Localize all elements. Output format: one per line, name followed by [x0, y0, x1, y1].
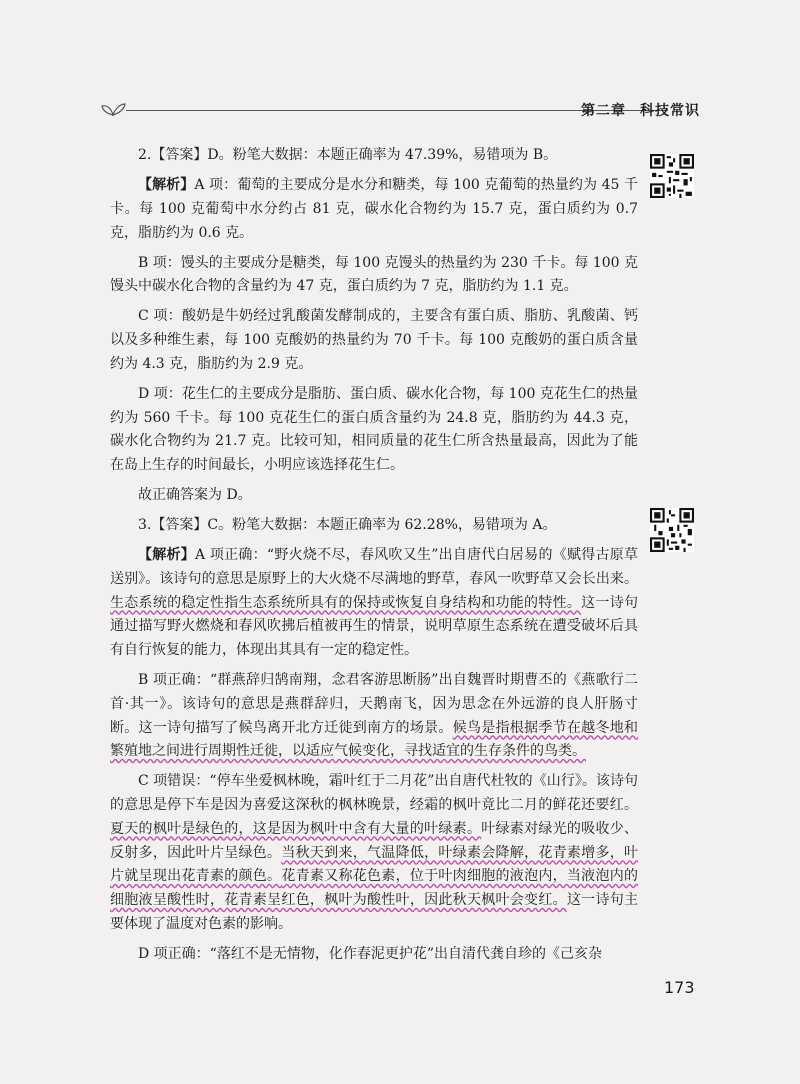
q3-c-text: C 项错误：“停车坐爱枫林晚，霜叶红于二月花”出自唐代杜牧的《山行》。该诗句的意思是停下车是因为喜爱这深秋的枫林晚景，经霜的枫叶竟比二月的鲜花还要红。	[110, 773, 638, 814]
q3-analysis-a	[110, 544, 638, 663]
leaf-logo-icon	[100, 100, 126, 118]
page-content	[110, 144, 638, 966]
q3-c-highlight-2: 当秋天到来，气温降低，叶绿素会降解，花青素增多，叶片就呈现出花青素的颜色。	[110, 844, 639, 885]
q2-option-d: D 项：花生仁的主要成分是脂肪、蛋白质、碳水化合物，每 100 克花生仁的热量约为 560 千卡。每 100 克花生仁的蛋白质含量约为 24.8 克，脂肪约为 44.3 克，碳水化合物约为 21.7 克。比较可知，相同质量的花生仁所含热量最高，因此为了能在岛上生存的时间最长，小明应该选择花生仁。	[110, 385, 638, 473]
q2-answer-text: D。粉笔大数据：本题正确率为 47.39%，易错项为 B。	[207, 147, 558, 163]
chapter-title	[567, 100, 700, 120]
q3-option-b	[110, 669, 638, 764]
q2-analysis-a	[110, 174, 638, 245]
q2-option-c: C 项：酸奶是牛奶经过乳酸菌发酵制成的，主要含有蛋白质、脂肪、乳酸菌、钙以及多种维生素，每 100 克酸奶的热量约为 70 千卡。每 100 克酸奶的蛋白质含量约为 4.3 克，脂肪约为 2.9 克。	[110, 308, 638, 372]
q3-answer	[110, 514, 638, 538]
chapter-number: 第二章	[581, 103, 626, 119]
q2-answer	[110, 144, 638, 168]
q2-conclusion: 故正确答案为 D。	[138, 487, 252, 504]
q2-answer-label: 2.【答案】	[138, 147, 208, 163]
q2-analysis-text: A 项：葡萄的主要成分是水分和糖类，每 100 克葡萄的热量约为 45 千卡。每 100 克葡萄中水分约占 81 克，碳水化合物约为 15.7 克，蛋白质约为 0.7 克，脂肪约为 0.6 克。	[110, 177, 639, 241]
q3-option-c	[110, 770, 638, 936]
q3-answer-text: C。粉笔大数据：本题正确率为 62.28%，易错项为 A。	[207, 517, 557, 534]
q3-b-text: B 项正确：“群燕辞归鹄南翔，念君客游思断肠”出自魏晋时期曹丕的《燕歌行二首·其一》。该诗句的意思是燕群辞归，天鹅南飞，因为思念在外远游的良人肝肠寸断。这一诗句描写了候鸟离开北方迁徙到南方的场景。	[110, 672, 638, 736]
q2-analysis-label: 【解析】	[138, 177, 195, 194]
running-header	[100, 100, 700, 122]
q3-c-highlight-1: 夏天的枫叶是绿色的，这是因为枫叶中含有大量的叶绿素。	[110, 820, 482, 837]
q3-a-highlight: 生态系统的稳定性指生态系统所具有的保持或恢复自身结构和功能的特性。	[110, 594, 582, 611]
q3-c-highlight-3: 花青素又称花色素，位于叶肉细胞的液泡内，当液泡内的细胞液呈酸性时，花青素呈红色，枫叶为酸性叶，因此秋天枫叶会变红。	[110, 868, 639, 908]
q3-c-text-mid: 叶绿素对绿光的吸收少、反射多，因此叶片呈绿色。	[110, 820, 639, 861]
qr-code-icon	[650, 154, 694, 198]
q3-answer-label: 3.【答案】	[138, 517, 208, 534]
q3-b-highlight: 候鸟是指根据季节在越冬地和繁殖地之间进行周期性迁徙，以适应气候变化，寻找适宜的生存条件的鸟类。	[110, 719, 639, 760]
q3-a-text: A 项正确：“野火烧不尽，春风吹又生”出自唐代白居易的《赋得古原草送别》。该诗句的意思是原野上的大火烧不尽满地的野草，春风一吹野草又会长出来。	[110, 547, 639, 587]
q3-a-text-end: 这一诗句通过描写野火燃烧和春风吹拂后植被再生的情景，说明草原生态系统在遭受破坏后具有自行恢复的能力，体现出其具有一定的稳定性。	[110, 594, 639, 659]
q2-option-b: B 项：馒头的主要成分是糖类，每 100 克馒头的热量约为 230 千卡。每 100 克馒头中碳水化合物的含量约为 47 克，蛋白质约为 7 克，脂肪约为 1.1 克。	[110, 254, 638, 295]
qr-code-icon	[650, 508, 694, 552]
q3-option-d: D 项正确：“落红不是无情物，化作春泥更护花”出自清代龚自珍的《己亥杂	[138, 945, 602, 962]
q3-c-text-end: 这一诗句主要体现了温度对色素的影响。	[110, 891, 639, 932]
page-number: 173	[664, 978, 695, 997]
chapter-topic: 科技常识	[640, 103, 700, 119]
q3-analysis-label: 【解析】	[138, 547, 196, 564]
